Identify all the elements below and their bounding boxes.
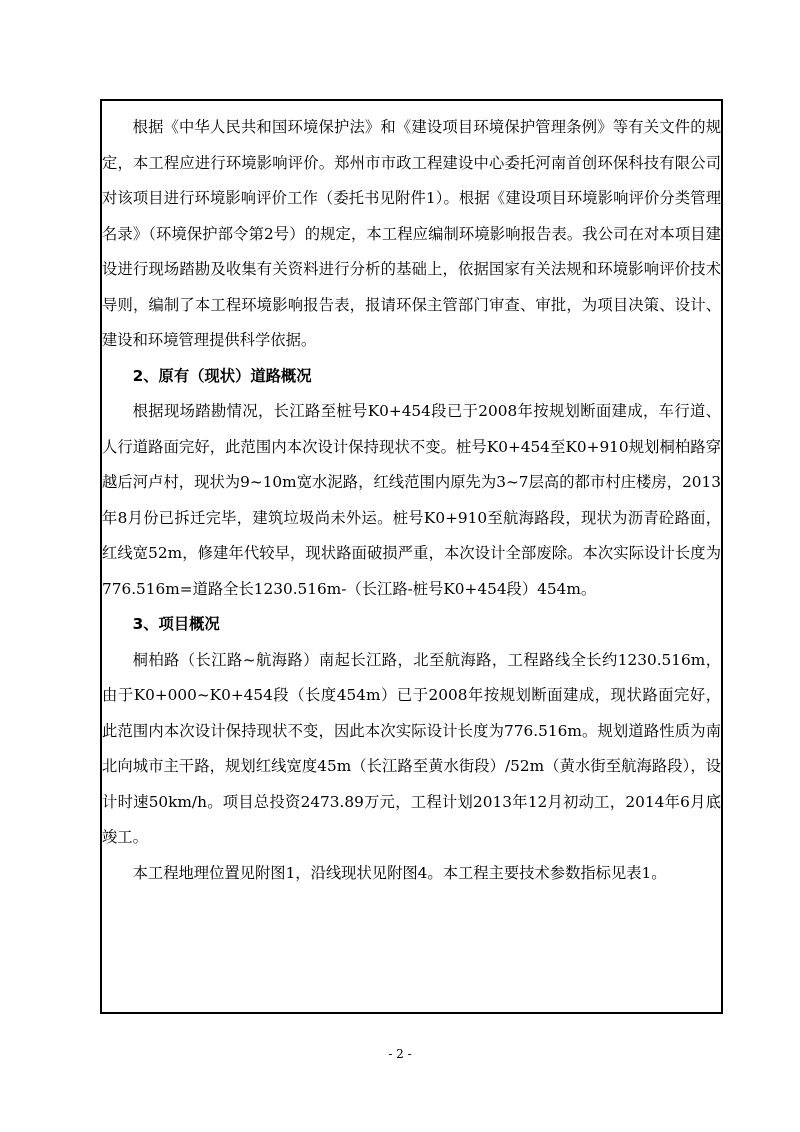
paragraph-existing-road: 根据现场踏勘情况，长江路至桩号K0+454段已于2008年按规划断面建成，车行道、人行道路面完好，此范围内本次设计保持现状不变。桩号K0+454至K0+910规划桐柏路穿越后河卢村，现状为9~10m宽水泥路，红线范围内原先为3~7层高的都市村庄楼房，2013年8月份已拆迁完毕，建筑垃圾尚未外运。桩号K0+910至航海路段，现状为沥青砼路面，红线宽52m，修建年代较早，现状路面破损严重，本次设计全部废除。本次实际设计长度为776.516m=道路全长1230.516m-（长江路-桩号K0+454段）454m。 xyxy=(102,402,721,598)
paragraph-intro: 根据《中华人民共和国环境保护法》和《建设项目环境保护管理条例》等有关文件的规定，本工程应进行环境影响评价。郑州市市政工程建设中心委托河南首创环保科技有限公司对该项目进行环境影响评价工作（委托书见附件1）。根据《建设项目环境影响评价分类管理名录》（环境保护部令第2号）的规定，本工程应编制环境影响报告表。我公司在对本项目建设进行现场踏勘及收集有关资料进行分析的基础上，依据国家有关法规和环境影响评价技术导则，编制了本工程环境影响报告表，报请环保主管部门审查、审批，为项目决策、设计、建设和环境管理提供科学依据。 xyxy=(102,118,721,349)
section-heading-project-overview: 3、项目概况 xyxy=(132,615,220,633)
paragraph-project-overview: 桐柏路（长江路~航海路）南起长江路，北至航海路，工程路线全长约1230.516m，由于K0+000~K0+454段（长度454m）已于2008年按规划断面建成，现状路面完好，此范围内本次设计保持现状不变，因此本次实际设计长度为776.516m。规划道路性质为南北向城市主干路，规划红线宽度45m（长江路至黄水街段）/52m（黄水街至航海路段），设计时速50km/h。项目总投资2473.89万元，工程计划2013年12月初动工，2014年6月底竣工。 xyxy=(102,650,721,846)
document-body xyxy=(102,110,721,891)
paragraph-location-reference: 本工程地理位置见附图1，沿线现状见附图4。本工程主要技术参数指标见表1。 xyxy=(132,863,667,882)
page-number: - 2 - xyxy=(388,1047,412,1061)
section-heading-existing-road: 2、原有（现状）道路概况 xyxy=(132,366,312,385)
